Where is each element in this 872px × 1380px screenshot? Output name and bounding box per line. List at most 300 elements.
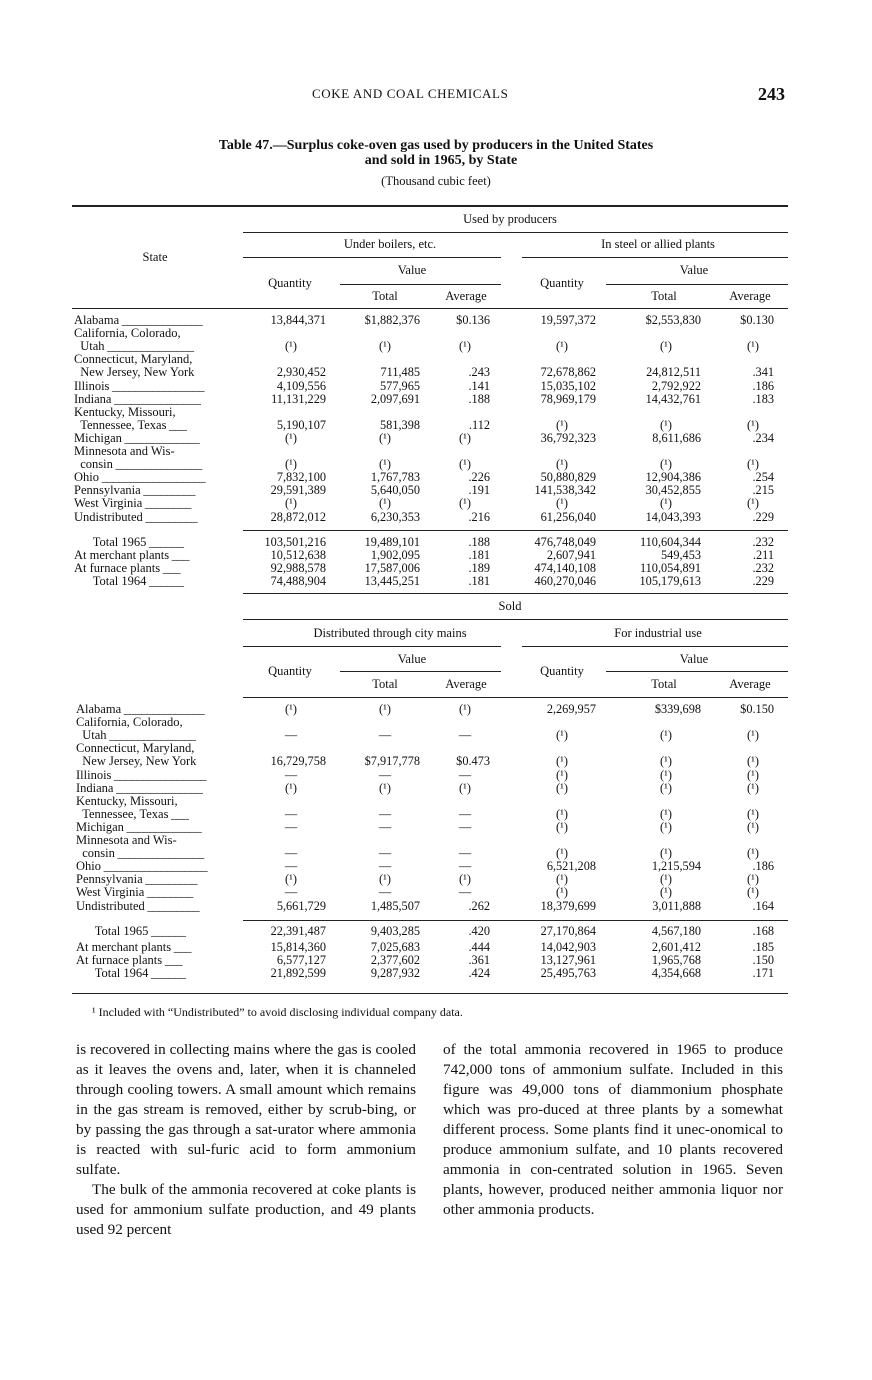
row-label-text: Minnesota and Wis- bbox=[76, 833, 177, 847]
row-label-text: Indiana bbox=[76, 780, 114, 795]
row-label bbox=[76, 967, 186, 980]
leader-dots: _______________ bbox=[106, 728, 196, 743]
cell-value-average: $0.473 bbox=[456, 754, 490, 769]
cell-value-average: — bbox=[458, 806, 472, 821]
row-label-text: consin bbox=[74, 457, 113, 472]
leader-dots: _______________ bbox=[112, 457, 202, 472]
cell-quantity: — bbox=[284, 885, 298, 900]
cell-value-total: 1,902,095 bbox=[370, 548, 420, 563]
cell-quantity: 6,577,127 bbox=[276, 953, 326, 968]
rule bbox=[522, 257, 788, 258]
cell-quantity: 2,930,452 bbox=[276, 365, 326, 380]
cell-value-average: (¹) bbox=[459, 780, 471, 795]
cell-quantity: (¹) bbox=[285, 430, 297, 445]
cell-value-total: $2,553,830 bbox=[645, 313, 701, 327]
cell-quantity: 78,969,179 bbox=[540, 391, 596, 406]
cell-quantity: 21,892,599 bbox=[270, 966, 326, 981]
row-label-text: Michigan bbox=[76, 819, 124, 834]
row-label-text: At furnace plants bbox=[74, 561, 161, 576]
header-value: Value bbox=[397, 263, 427, 277]
cell-value-total: (¹) bbox=[379, 339, 391, 354]
rule bbox=[522, 646, 788, 647]
cell-value-average: (¹) bbox=[747, 780, 759, 795]
leader-dots: ___ bbox=[168, 806, 189, 821]
cell-value-average: .215 bbox=[752, 483, 774, 498]
cell-value-total: $339,698 bbox=[654, 702, 701, 716]
cell-value-average: — bbox=[458, 819, 472, 834]
leader-dots: ___ bbox=[160, 561, 180, 576]
cell-value-total: (¹) bbox=[660, 819, 672, 834]
row-label-text: Minnesota and Wis- bbox=[74, 444, 175, 458]
cell-quantity: 28,872,012 bbox=[270, 509, 326, 524]
leader-dots: _______________ bbox=[104, 339, 194, 354]
cell-value-average: .232 bbox=[752, 561, 774, 576]
cell-quantity: 4,109,556 bbox=[276, 378, 326, 393]
cell-value-average: .232 bbox=[752, 535, 774, 549]
row-label-text: Tennessee, Texas bbox=[74, 417, 167, 432]
cell-value-total: 30,452,855 bbox=[645, 483, 701, 498]
cell-quantity: (¹) bbox=[556, 767, 568, 782]
cell-quantity: 5,661,729 bbox=[276, 898, 326, 913]
cell-quantity: (¹) bbox=[556, 806, 568, 821]
cell-value-average: .226 bbox=[468, 470, 490, 485]
leader-dots: ___ bbox=[166, 417, 187, 432]
cell-value-total: (¹) bbox=[660, 754, 672, 769]
paragraph: of the total ammonia recovered in 1965 to produce 742,000 tons of ammonium sulfate. Included in this figure was 49,000 tons of diammonium phosphate which was pro-duced at three plants by a somewhat different process. Some plants find it unec-onomical to produce ammonium sulfate, and 10 plants recovered ammonia in con-centrated solution in 1965. Seven plants, however, produced neither ammonia liquor nor other ammonia products. bbox=[443, 1041, 783, 1218]
row-label-text: Indiana bbox=[74, 391, 112, 406]
row-label-text: Ohio bbox=[74, 470, 99, 485]
table-title-line1: Table 47.—Surplus coke-oven gas used by producers in the United States bbox=[218, 138, 654, 153]
cell-value-total: 13,445,251 bbox=[364, 574, 420, 589]
cell-quantity: 50,880,829 bbox=[540, 470, 596, 485]
cell-value-average: — bbox=[458, 846, 472, 861]
rule bbox=[72, 308, 788, 309]
cell-value-total: 711,485 bbox=[380, 365, 420, 380]
cell-value-total: — bbox=[378, 728, 392, 743]
cell-value-average: — bbox=[458, 885, 472, 900]
cell-quantity: (¹) bbox=[556, 417, 568, 432]
cell-quantity: (¹) bbox=[285, 457, 297, 472]
rule bbox=[243, 619, 788, 620]
cell-value-average: .420 bbox=[468, 924, 490, 938]
header-sold: Sold bbox=[498, 599, 522, 613]
cell-value-total: 1,767,783 bbox=[370, 470, 420, 485]
cell-quantity: 476,748,049 bbox=[534, 535, 596, 549]
row-label-text: Pennsylvania bbox=[74, 483, 141, 498]
leader-dots: ________________ bbox=[109, 378, 205, 393]
header-city-mains: Distributed through city mains bbox=[313, 626, 467, 640]
header-quantity: Quantity bbox=[268, 276, 312, 290]
header-value: Value bbox=[679, 263, 709, 277]
cell-value-total: 9,403,285 bbox=[370, 924, 420, 938]
cell-value-total: 14,432,761 bbox=[645, 391, 701, 406]
cell-value-total: — bbox=[378, 767, 392, 782]
cell-quantity: 16,729,758 bbox=[270, 754, 326, 769]
row-label-text: Total 1965 bbox=[76, 924, 149, 938]
cell-value-total: $7,917,778 bbox=[364, 754, 420, 769]
cell-value-average: .185 bbox=[752, 940, 774, 955]
cell-value-total: — bbox=[378, 859, 392, 874]
leader-dots: ______ bbox=[146, 574, 184, 589]
table-title bbox=[0, 138, 872, 168]
body-text-right-column bbox=[443, 1040, 783, 1220]
cell-value-total: (¹) bbox=[660, 767, 672, 782]
rule bbox=[606, 284, 788, 285]
cell-value-average: .216 bbox=[468, 509, 490, 524]
cell-quantity: (¹) bbox=[285, 496, 297, 511]
cell-quantity: (¹) bbox=[556, 728, 568, 743]
cell-quantity: (¹) bbox=[556, 496, 568, 511]
cell-quantity: (¹) bbox=[556, 819, 568, 834]
row-label-text: West Virginia bbox=[74, 496, 143, 511]
cell-value-total: 1,965,768 bbox=[651, 953, 701, 968]
cell-quantity: 18,379,699 bbox=[540, 898, 596, 913]
cell-value-average: .361 bbox=[468, 953, 490, 968]
cell-value-average: .234 bbox=[752, 430, 774, 445]
cell-quantity: (¹) bbox=[556, 754, 568, 769]
row-label-text: Ohio bbox=[76, 859, 101, 874]
cell-value-average: .243 bbox=[468, 365, 490, 380]
cell-value-total: 577,965 bbox=[380, 378, 420, 393]
cell-value-average: .181 bbox=[468, 574, 490, 589]
cell-value-average: .189 bbox=[468, 561, 490, 576]
leader-dots: _______________ bbox=[111, 391, 201, 406]
cell-value-average: — bbox=[458, 728, 472, 743]
row-label-text: California, Colorado, bbox=[74, 326, 181, 341]
cell-quantity: 74,488,904 bbox=[270, 574, 326, 589]
header-total: Total bbox=[372, 677, 398, 691]
leader-dots: _________ bbox=[142, 509, 198, 524]
cell-quantity: (¹) bbox=[556, 872, 568, 887]
leader-dots: _________ bbox=[140, 483, 196, 498]
cell-value-average: .229 bbox=[752, 574, 774, 589]
cell-value-total: — bbox=[378, 806, 392, 821]
cell-value-total: 5,640,050 bbox=[370, 483, 420, 498]
cell-quantity: 7,832,100 bbox=[276, 470, 326, 485]
header-total: Total bbox=[651, 677, 677, 691]
header-state: State bbox=[142, 250, 168, 264]
leader-dots: ___ bbox=[169, 548, 189, 563]
cell-value-total: 1,215,594 bbox=[651, 859, 701, 874]
cell-quantity: 11,131,229 bbox=[271, 391, 326, 406]
leader-dots: _______________ bbox=[113, 780, 203, 795]
cell-quantity: 141,538,342 bbox=[534, 483, 596, 498]
cell-quantity: 13,127,961 bbox=[540, 953, 596, 968]
cell-value-total: 110,054,891 bbox=[639, 561, 701, 576]
cell-value-average: .150 bbox=[752, 953, 774, 968]
cell-value-total: 6,230,353 bbox=[370, 509, 420, 524]
cell-value-total: 9,287,932 bbox=[370, 966, 420, 981]
cell-quantity: 19,597,372 bbox=[540, 313, 596, 327]
rule bbox=[606, 671, 788, 672]
row-label bbox=[74, 575, 184, 588]
cell-value-total: (¹) bbox=[660, 780, 672, 795]
cell-quantity: 474,140,108 bbox=[534, 561, 596, 576]
cell-value-average: (¹) bbox=[459, 702, 471, 716]
cell-value-total: 2,601,412 bbox=[651, 940, 701, 955]
rule bbox=[243, 257, 501, 258]
header-quantity: Quantity bbox=[268, 664, 312, 678]
body-text-left-column bbox=[76, 1040, 416, 1240]
header-total: Total bbox=[372, 289, 398, 303]
cell-quantity: (¹) bbox=[285, 872, 297, 887]
header-used-by-producers: Used by producers bbox=[463, 212, 557, 226]
cell-quantity: 460,270,046 bbox=[534, 574, 596, 589]
leader-dots: _________ bbox=[144, 898, 200, 913]
cell-value-total: (¹) bbox=[379, 430, 391, 445]
header-steel-plants: In steel or allied plants bbox=[601, 237, 715, 251]
cell-value-total: (¹) bbox=[379, 702, 391, 716]
cell-quantity: (¹) bbox=[556, 339, 568, 354]
cell-value-total: (¹) bbox=[379, 780, 391, 795]
cell-value-average: .262 bbox=[468, 898, 490, 913]
leader-dots: ________________ bbox=[111, 767, 207, 782]
cell-value-total: 2,792,922 bbox=[651, 378, 701, 393]
cell-value-average: .229 bbox=[752, 509, 774, 524]
row-label-text: Alabama bbox=[76, 702, 122, 716]
cell-quantity: 2,607,941 bbox=[546, 548, 596, 563]
cell-quantity: — bbox=[284, 728, 298, 743]
leader-dots: _______________ bbox=[114, 846, 204, 861]
cell-quantity: 22,391,487 bbox=[270, 924, 326, 938]
cell-value-average: .424 bbox=[468, 966, 490, 981]
header-average: Average bbox=[729, 677, 771, 691]
leader-dots: _________ bbox=[142, 872, 198, 887]
cell-value-total: 7,025,683 bbox=[370, 940, 420, 955]
cell-value-average: .164 bbox=[752, 898, 774, 913]
cell-value-total: 24,812,511 bbox=[646, 365, 701, 380]
cell-value-average: .168 bbox=[752, 924, 774, 938]
cell-value-average: .188 bbox=[468, 535, 490, 549]
cell-value-average: (¹) bbox=[747, 457, 759, 472]
cell-value-average: (¹) bbox=[747, 767, 759, 782]
row-label bbox=[74, 511, 197, 524]
cell-value-average: (¹) bbox=[459, 339, 471, 354]
leader-dots: ________ bbox=[144, 885, 193, 900]
row-label-text: Undistributed bbox=[76, 898, 145, 913]
paragraph: The bulk of the ammonia recovered at coke plants is used for ammonium sulfate production, and 49 plants used 92 percent bbox=[76, 1181, 416, 1238]
cell-value-average: .444 bbox=[468, 940, 490, 955]
leader-dots: ________ bbox=[142, 496, 191, 511]
cell-value-total: (¹) bbox=[660, 417, 672, 432]
cell-value-average: .141 bbox=[468, 378, 490, 393]
row-label-text: At furnace plants bbox=[76, 953, 163, 968]
rule bbox=[243, 593, 788, 594]
header-total: Total bbox=[651, 289, 677, 303]
cell-value-total: 14,043,393 bbox=[645, 509, 701, 524]
row-label-text: Total 1964 bbox=[76, 966, 149, 981]
cell-value-average: .186 bbox=[752, 859, 774, 874]
cell-value-total: 3,011,888 bbox=[652, 898, 701, 913]
cell-value-total: 2,377,602 bbox=[370, 953, 420, 968]
cell-quantity: 27,170,864 bbox=[540, 924, 596, 938]
cell-value-average: — bbox=[458, 859, 472, 874]
cell-value-average: .186 bbox=[752, 378, 774, 393]
header-under-boilers: Under boilers, etc. bbox=[343, 237, 437, 251]
cell-value-average: .211 bbox=[752, 548, 774, 563]
leader-dots: _____________ bbox=[123, 819, 202, 834]
cell-quantity: 6,521,208 bbox=[546, 859, 596, 874]
cell-quantity: 13,844,371 bbox=[270, 313, 326, 327]
table-title-line2: and sold in 1965, by State bbox=[364, 153, 518, 168]
cell-value-total: 549,453 bbox=[661, 548, 701, 563]
row-label-text: Utah bbox=[74, 339, 105, 354]
row-label-text: Total 1964 bbox=[74, 574, 147, 589]
table-bottom-rule bbox=[72, 993, 788, 994]
cell-value-average: (¹) bbox=[747, 728, 759, 743]
cell-value-average: $0.136 bbox=[456, 313, 490, 327]
cell-value-average: .183 bbox=[752, 391, 774, 406]
header-value: Value bbox=[679, 652, 709, 666]
leader-dots: ______________ bbox=[121, 702, 205, 716]
cell-quantity: 72,678,862 bbox=[540, 365, 596, 380]
cell-value-average: (¹) bbox=[747, 417, 759, 432]
cell-value-total: 105,179,613 bbox=[639, 574, 701, 589]
cell-value-total: 17,587,006 bbox=[364, 561, 420, 576]
cell-value-total: (¹) bbox=[660, 806, 672, 821]
cell-value-total: (¹) bbox=[379, 872, 391, 887]
cell-value-total: (¹) bbox=[660, 728, 672, 743]
cell-value-total: 12,904,386 bbox=[645, 470, 701, 485]
cell-value-total: 4,354,668 bbox=[651, 966, 701, 981]
rule bbox=[243, 697, 788, 698]
row-label-text: California, Colorado, bbox=[76, 715, 183, 730]
cell-value-total: 4,567,180 bbox=[651, 924, 701, 938]
cell-quantity: 25,495,763 bbox=[540, 966, 596, 981]
cell-quantity: 15,814,360 bbox=[270, 940, 326, 955]
row-label-text: Utah bbox=[76, 728, 107, 743]
cell-value-average: (¹) bbox=[747, 885, 759, 900]
leader-dots: ______________ bbox=[119, 313, 203, 327]
cell-value-total: 1,485,507 bbox=[370, 898, 420, 913]
cell-value-average: .181 bbox=[468, 548, 490, 563]
cell-value-total: — bbox=[378, 885, 392, 900]
cell-value-total: (¹) bbox=[660, 339, 672, 354]
row-label-text: At merchant plants bbox=[76, 940, 172, 955]
cell-quantity: 15,035,102 bbox=[540, 378, 596, 393]
cell-value-average: (¹) bbox=[747, 806, 759, 821]
cell-value-average: .112 bbox=[468, 417, 490, 432]
cell-value-total: (¹) bbox=[379, 457, 391, 472]
header-industrial-use: For industrial use bbox=[614, 626, 702, 640]
rule bbox=[243, 920, 788, 921]
row-label-text: Kentucky, Missouri, bbox=[76, 793, 178, 808]
cell-quantity: — bbox=[284, 819, 298, 834]
cell-quantity: (¹) bbox=[285, 339, 297, 354]
cell-value-average: (¹) bbox=[459, 496, 471, 511]
row-label-text: Illinois bbox=[74, 378, 110, 393]
running-head: COKE AND COAL CHEMICALS bbox=[312, 86, 509, 101]
cell-quantity: 61,256,040 bbox=[540, 509, 596, 524]
header-quantity: Quantity bbox=[540, 664, 584, 678]
row-label-text: Connecticut, Maryland, bbox=[74, 352, 193, 367]
leader-dots: ______ bbox=[148, 966, 186, 981]
cell-value-average: .191 bbox=[468, 483, 490, 498]
cell-value-total: (¹) bbox=[660, 457, 672, 472]
row-label-text: Kentucky, Missouri, bbox=[74, 404, 176, 419]
header-average: Average bbox=[445, 677, 487, 691]
header-average: Average bbox=[445, 289, 487, 303]
row-label-text: Alabama bbox=[74, 313, 120, 327]
cell-quantity: 14,042,903 bbox=[540, 940, 596, 955]
cell-value-total: (¹) bbox=[660, 496, 672, 511]
cell-quantity: (¹) bbox=[285, 780, 297, 795]
leader-dots: ___ bbox=[171, 940, 191, 955]
cell-value-average: $0.150 bbox=[740, 702, 774, 716]
cell-quantity: (¹) bbox=[285, 702, 297, 716]
cell-value-total: 2,097,691 bbox=[370, 391, 420, 406]
cell-value-total: (¹) bbox=[379, 496, 391, 511]
row-label bbox=[76, 900, 199, 913]
row-label-text: West Virginia bbox=[76, 885, 145, 900]
row-label-text: New Jersey, New York bbox=[74, 365, 195, 380]
row-label-text: Undistributed bbox=[74, 509, 143, 524]
cell-value-average: $0.130 bbox=[740, 313, 774, 327]
rule bbox=[243, 232, 788, 233]
rule bbox=[243, 530, 788, 531]
row-label-text: At merchant plants bbox=[74, 548, 170, 563]
header-value: Value bbox=[397, 652, 427, 666]
cell-quantity: 2,269,957 bbox=[546, 702, 596, 716]
rule bbox=[340, 671, 501, 672]
row-label-text: Pennsylvania bbox=[76, 872, 143, 887]
cell-value-total: — bbox=[378, 846, 392, 861]
rule bbox=[243, 646, 501, 647]
cell-value-average: (¹) bbox=[459, 872, 471, 887]
cell-value-average: (¹) bbox=[747, 496, 759, 511]
cell-value-average: .341 bbox=[752, 365, 774, 380]
leader-dots: ______ bbox=[146, 535, 184, 549]
cell-quantity: 29,591,389 bbox=[270, 483, 326, 498]
page-number: 243 bbox=[758, 84, 785, 104]
cell-value-total: $1,882,376 bbox=[364, 313, 420, 327]
cell-value-total: 110,604,344 bbox=[639, 535, 701, 549]
table-footnote: ¹ Included with “Undistributed” to avoid disclosing individual company data. bbox=[92, 1005, 463, 1019]
cell-value-average: .188 bbox=[468, 391, 490, 406]
cell-value-average: — bbox=[458, 767, 472, 782]
cell-value-average: (¹) bbox=[747, 339, 759, 354]
leader-dots: __________________ bbox=[101, 859, 208, 874]
table-top-rule bbox=[72, 205, 788, 207]
cell-value-total: 581,398 bbox=[380, 417, 420, 432]
rule bbox=[340, 284, 501, 285]
cell-quantity: — bbox=[284, 767, 298, 782]
row-label-text: Illinois bbox=[76, 767, 112, 782]
leader-dots: ______ bbox=[148, 924, 186, 938]
leader-dots: _____________ bbox=[121, 430, 200, 445]
cell-value-average: (¹) bbox=[747, 872, 759, 887]
cell-value-total: 8,611,686 bbox=[652, 430, 701, 445]
cell-value-average: (¹) bbox=[747, 754, 759, 769]
cell-quantity: 103,501,216 bbox=[264, 535, 326, 549]
table-units: (Thousand cubic feet) bbox=[381, 174, 491, 188]
cell-value-average: (¹) bbox=[747, 846, 759, 861]
cell-quantity: — bbox=[284, 806, 298, 821]
cell-quantity: — bbox=[284, 846, 298, 861]
row-label-text: Michigan bbox=[74, 430, 122, 445]
cell-value-total: — bbox=[378, 819, 392, 834]
cell-value-total: 19,489,101 bbox=[364, 535, 420, 549]
row-label-text: New Jersey, New York bbox=[76, 754, 197, 769]
row-label bbox=[76, 925, 186, 938]
cell-value-average: (¹) bbox=[747, 819, 759, 834]
cell-quantity: (¹) bbox=[556, 457, 568, 472]
cell-value-total: (¹) bbox=[660, 846, 672, 861]
paragraph: is recovered in collecting mains where the gas is cooled as it leaves the ovens and, later, when it is channeled through cooling towers. A small amount which remains in the gas stream is removed, either by scrub-bing, or by passing the gas through a sat-urator where ammonia is reacted with sul-furic acid to form ammonium sulfate. bbox=[76, 1041, 416, 1178]
cell-quantity: (¹) bbox=[556, 780, 568, 795]
row-label-text: Total 1965 bbox=[74, 535, 147, 549]
row-label-text: Connecticut, Maryland, bbox=[76, 741, 195, 756]
